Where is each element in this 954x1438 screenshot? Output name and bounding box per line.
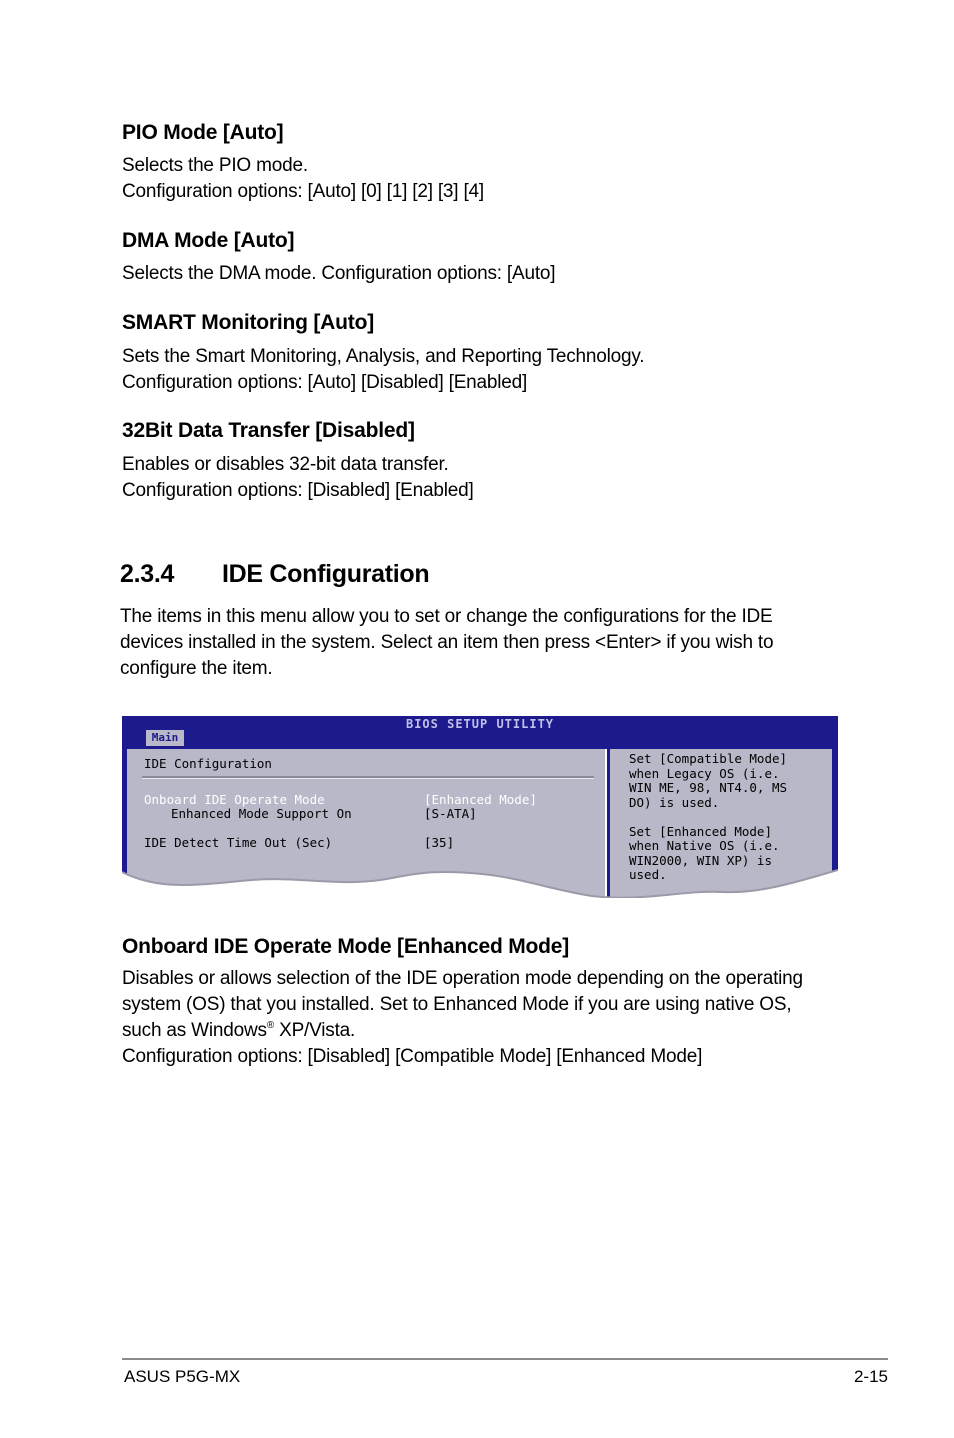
bios-separator bbox=[142, 776, 594, 779]
footer-page-number: 2-15 bbox=[853, 1367, 888, 1386]
data-transfer-options: Configuration options: [Disabled] [Enabled] bbox=[122, 480, 474, 501]
data-transfer-heading: 32Bit Data Transfer [Disabled] bbox=[122, 419, 415, 442]
smart-monitoring-options: Configuration options: [Auto] [Disabled] [Enabled] bbox=[122, 372, 528, 393]
intro-line-3: configure the item. bbox=[120, 658, 273, 679]
intro-line-2: devices installed in the system. Select an item then press <Enter> if you wish to bbox=[120, 632, 774, 653]
onboard-ide-line-2: system (OS) that you installed. Set to Enhanced Mode if you are using native OS, bbox=[122, 994, 792, 1015]
torn-edge bbox=[122, 866, 838, 898]
intro-line-1: The items in this menu allow you to set or change the configurations for the IDE bbox=[120, 606, 773, 627]
bios-help-line-4: DO) is used. bbox=[629, 794, 720, 810]
onboard-ide-heading: Onboard IDE Operate Mode [Enhanced Mode] bbox=[122, 935, 570, 958]
bios-screenshot bbox=[122, 716, 838, 898]
registered-mark: ® bbox=[266, 1020, 275, 1031]
bios-item-detect-timeout-value[interactable]: [35] bbox=[424, 835, 455, 850]
footer-product: ASUS P5G-MX bbox=[124, 1367, 241, 1386]
bios-help-line-1: Set [Compatible Mode] bbox=[629, 751, 788, 766]
smart-monitoring-heading: SMART Monitoring [Auto] bbox=[122, 311, 374, 334]
bios-item-enhanced-support-value[interactable]: [S-ATA] bbox=[424, 806, 477, 821]
bios-help-line-3: WIN ME, 98, NT4.0, MS bbox=[629, 780, 788, 795]
bios-title: BIOS SETUP UTILITY bbox=[405, 717, 555, 731]
footer-rule bbox=[122, 1358, 888, 1360]
bios-item-onboard-ide-label[interactable]: Onboard IDE Operate Mode bbox=[144, 792, 325, 807]
pio-mode-options: Configuration options: [Auto] [0] [1] [2] [3] [4] bbox=[122, 181, 484, 202]
bios-help-line-7: when Native OS (i.e. bbox=[629, 838, 780, 853]
bios-help-line-2: when Legacy OS (i.e. bbox=[629, 765, 780, 781]
bios-help-line-6: Set [Enhanced Mode] bbox=[629, 823, 772, 839]
onboard-ide-line-3: such as Windows® XP/Vista. bbox=[122, 1020, 356, 1041]
section-title: IDE Configuration bbox=[222, 560, 430, 588]
smart-monitoring-desc: Sets the Smart Monitoring, Analysis, and Reporting Technology. bbox=[122, 346, 645, 367]
bios-panel-title: IDE Configuration bbox=[144, 756, 272, 771]
dma-mode-heading: DMA Mode [Auto] bbox=[122, 229, 295, 252]
onboard-ide-options: Configuration options: [Disabled] [Compatible Mode] [Enhanced Mode] bbox=[122, 1046, 703, 1067]
pio-mode-desc: Selects the PIO mode. bbox=[122, 155, 308, 176]
dma-mode-desc: Selects the DMA mode. Configuration options: [Auto] bbox=[122, 263, 556, 284]
bios-item-enhanced-support-label[interactable]: Enhanced Mode Support On bbox=[171, 806, 352, 821]
bios-title-bar bbox=[122, 716, 838, 746]
pio-mode-heading: PIO Mode [Auto] bbox=[122, 121, 284, 144]
section-heading bbox=[120, 559, 429, 589]
bios-item-detect-timeout-label[interactable]: IDE Detect Time Out (Sec) bbox=[144, 835, 333, 850]
onboard-ide-line-1: Disables or allows selection of the IDE operation mode depending on the operating bbox=[122, 968, 803, 989]
data-transfer-desc: Enables or disables 32-bit data transfer. bbox=[122, 454, 449, 475]
bios-help-line-9: used. bbox=[629, 867, 667, 882]
bios-item-onboard-ide-value[interactable]: [Enhanced Mode] bbox=[424, 792, 537, 807]
bios-tab-main[interactable]: Main bbox=[146, 730, 184, 746]
bios-help-line-8: WIN2000, WIN XP) is bbox=[629, 852, 772, 868]
section-number: 2.3.4 bbox=[120, 560, 175, 588]
